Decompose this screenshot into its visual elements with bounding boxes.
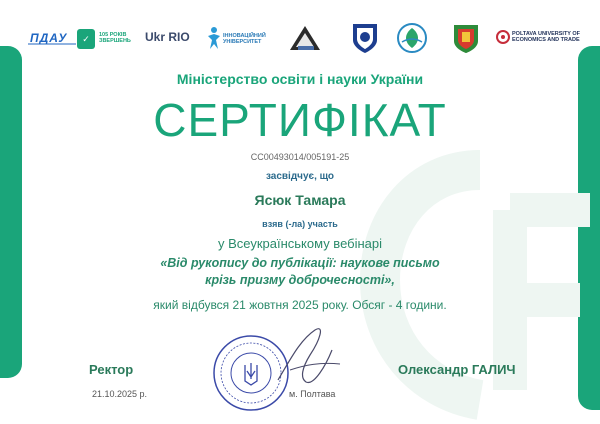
pdau-logo xyxy=(28,32,76,51)
poltava-university-icon xyxy=(496,30,510,44)
poltava-line1: POLTAVA UNIVERSITY OF xyxy=(512,31,581,37)
innovation-figure-icon xyxy=(206,26,222,50)
ukrio-logo-text: Ukr RIO xyxy=(145,30,190,44)
rector-label: Ректор xyxy=(89,362,134,377)
certificate-title: СЕРТИФІКАТ xyxy=(153,94,447,146)
certificate-number: CC00493014/005191-25 xyxy=(250,152,350,162)
anniversary-badge-icon: ✓ xyxy=(77,29,95,49)
participation-text: взяв (-ла) участь xyxy=(262,219,338,229)
recipient-name: Ясюк Тамара xyxy=(254,192,346,208)
poltava-line2: ECONOMICS AND TRADE xyxy=(512,37,580,43)
pdau-logo-text: ПДАУ xyxy=(30,31,68,45)
innovation-line1: ІННОВАЦІЙНИЙ xyxy=(223,33,266,39)
signer-name: Олександр ГАЛИЧ xyxy=(398,362,516,377)
coat-of-arms-icon xyxy=(450,22,482,54)
event-title-line1: «Від рукопису до публікації: наукове письмо xyxy=(160,256,440,270)
event-title xyxy=(0,255,600,289)
eco-circle-logo-icon xyxy=(394,22,430,54)
issue-date: 21.10.2025 р. xyxy=(92,389,148,399)
anniversary-logo xyxy=(77,29,131,49)
shield-emblem-icon xyxy=(350,22,380,54)
event-intro: у Всеукраїнському вебінарі xyxy=(217,236,383,251)
innovation-university-logo xyxy=(206,26,266,55)
anniversary-line1: 105 РОКІВ xyxy=(99,32,127,38)
rector-signature-icon xyxy=(270,320,350,390)
poltava-university-logo xyxy=(496,30,581,49)
anniversary-line2: ЗВЕРШЕНЬ xyxy=(99,38,131,44)
ukrio-logo xyxy=(145,30,190,44)
ministry-heading: Міністерство освіти і науки України xyxy=(176,71,424,87)
certifies-text: засвідчує, що xyxy=(265,171,335,182)
event-details: який відбувся 21 жовтня 2025 року. Обсяг - 4 години. xyxy=(153,298,447,312)
event-title-line2: крізь призму доброчесності», xyxy=(205,273,395,287)
issue-place: м. Полтава xyxy=(289,389,336,399)
triangle-logo-icon xyxy=(288,24,322,52)
innovation-line2: УНІВЕРСИТЕТ xyxy=(223,39,262,45)
